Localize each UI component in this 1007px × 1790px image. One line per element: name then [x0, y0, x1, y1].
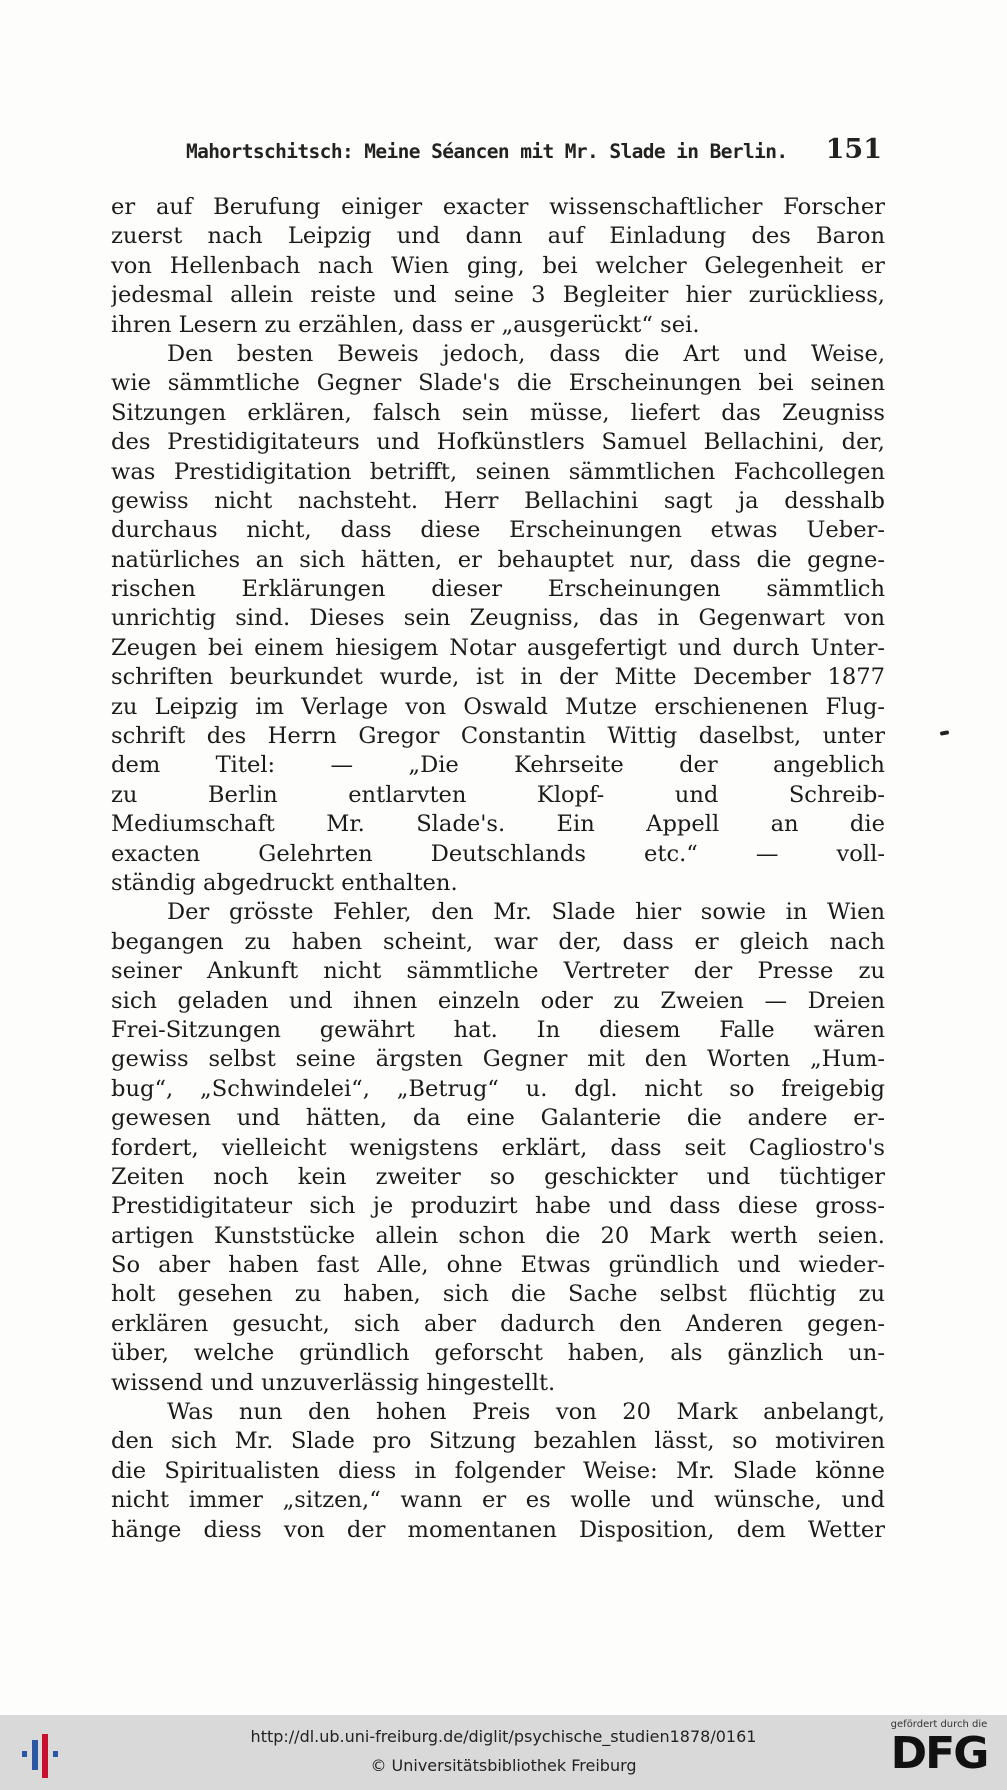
text-line: hänge diess von der momentanen Disposition, dem Wetter [111, 1516, 885, 1543]
text-line: Mediumschaft Mr. Slade's. Ein Appell an die [111, 811, 885, 838]
text-line: natürliches an sich hätten, er behauptet nur, dass die gegne- [111, 546, 885, 573]
text-line: seiner Ankunft nicht sämmtliche Vertreter der Presse zu [111, 958, 885, 985]
text-line: gewesen und hätten, da eine Galanterie die andere er- [111, 1105, 885, 1132]
text-line: was Prestidigitation betrifft, seinen sämmtlichen Fachcollegen [111, 458, 885, 485]
footer-bar [0, 1715, 1007, 1790]
text-line: Zeiten noch kein zweiter so geschickter und tüchtiger [111, 1163, 885, 1190]
text-line: gewiss nicht nachsteht. Herr Bellachini sagt ja desshalb [111, 487, 885, 514]
text-line: begangen zu haben scheint, war der, dass er gleich nach [111, 928, 885, 955]
text-line: ihren Lesern zu erzählen, dass er „ausgerückt“ sei. [111, 311, 700, 338]
page-number: 151 [825, 134, 882, 165]
text-line: des Prestidigitateurs und Hofkünstlers Samuel Bellachini, der, [111, 429, 885, 456]
text-line: sich geladen und ihnen einzeln oder zu Zweien — Dreien [111, 987, 885, 1014]
paragraph-start-line: Was nun den hohen Preis von 20 Mark anbelangt, [167, 1399, 885, 1426]
text-line: Sitzungen erklären, falsch sein müsse, liefert das Zeugniss [111, 399, 885, 426]
scan-speck [940, 730, 950, 736]
text-line: schrift des Herrn Gregor Constantin Wittig daselbst, unter [111, 723, 885, 750]
text-line: durchaus nicht, dass diese Erscheinungen etwas Ueber- [111, 517, 885, 544]
text-line: zuerst nach Leipzig und dann auf Einladung des Baron [111, 223, 885, 250]
footer-url[interactable]: http://dl.ub.uni-freiburg.de/diglit/psychische_studien1878/0161 [250, 1727, 757, 1746]
dfg-funding-note: gefördert durch die [890, 1719, 988, 1730]
text-line: dem Titel: — „Die Kehrseite der angeblich [111, 752, 885, 779]
text-line: unrichtig sind. Dieses sein Zeugniss, das in Gegenwart von [111, 605, 885, 632]
footer-copyright: © Universitätsbibliothek Freiburg [370, 1756, 637, 1775]
text-line: exacten Gelehrten Deutschlands etc.“ — voll- [111, 840, 885, 867]
text-line: über, welche gründlich geforscht haben, als gänzlich un- [111, 1340, 885, 1367]
text-line: er auf Berufung einiger exacter wissenschaftlicher Forscher [111, 194, 885, 220]
text-line: artigen Kunststücke allein schon die 20 Mark werth seien. [111, 1222, 885, 1249]
text-line: Frei-Sitzungen gewährt hat. In diesem Falle wären [111, 1016, 885, 1043]
text-line: schriften beurkundet wurde, ist in der Mitte December 1877 [111, 664, 885, 691]
text-line: zu Leipzig im Verlage von Oswald Mutze erschienenen Flug- [111, 693, 885, 720]
text-line: jedesmal allein reiste und seine 3 Begleiter hier zurückliess, [111, 282, 885, 309]
text-line: wissend und unzuverlässig hingestellt. [111, 1369, 556, 1396]
text-line: von Hellenbach nach Wien ging, bei welcher Gelegenheit er [111, 252, 885, 279]
text-line: zu Berlin entlarvten Klopf- und Schreib- [111, 781, 885, 808]
dfg-logo [883, 1719, 995, 1785]
running-head-title: Mahortschitsch: Meine Séancen mit Mr. Slade in Berlin. [186, 140, 788, 163]
text-line: den sich Mr. Slade pro Sitzung bezahlen lässt, so motiviren [111, 1428, 885, 1455]
text-line: fordert, vielleicht wenigstens erklärt, dass seit Cagliostro's [111, 1134, 885, 1161]
text-line: Zeugen bei einem hiesigem Notar ausgefertigt und durch Unter- [111, 634, 885, 661]
text-line: gewiss selbst seine ärgsten Gegner mit den Worten „Hum- [111, 1046, 885, 1073]
text-line: bug“, „Schwindelei“, „Betrug“ u. dgl. nicht so freigebig [111, 1075, 885, 1102]
paragraph-start-line: Der grösste Fehler, den Mr. Slade hier sowie in Wien [167, 899, 885, 926]
running-head [186, 134, 882, 168]
text-line: nicht immer „sitzen,“ wann er es wolle und wünsche, und [111, 1487, 885, 1514]
body-text [111, 193, 885, 1545]
text-line: erklären gesucht, sich aber dadurch den Anderen gegen- [111, 1310, 885, 1337]
text-line: holt gesehen zu haben, sich die Sache selbst flüchtig zu [111, 1281, 885, 1308]
text-line: So aber haben fast Alle, ohne Etwas gründlich und wieder- [111, 1252, 885, 1279]
text-line: wie sämmtliche Gegner Slade's die Erscheinungen bei seinen [111, 370, 885, 397]
paragraph-start-line: Den besten Beweis jedoch, dass die Art und Weise, [167, 340, 885, 367]
text-line: rischen Erklärungen dieser Erscheinungen sämmtlich [111, 576, 885, 603]
text-line: die Spiritualisten diess in folgender Weise: Mr. Slade könne [111, 1457, 885, 1484]
text-line: ständig abgedruckt enthalten. [111, 869, 458, 896]
text-line: Prestidigitateur sich je produzirt habe und dass diese gross- [111, 1193, 885, 1220]
dfg-wordmark: DFG [890, 1728, 988, 1779]
